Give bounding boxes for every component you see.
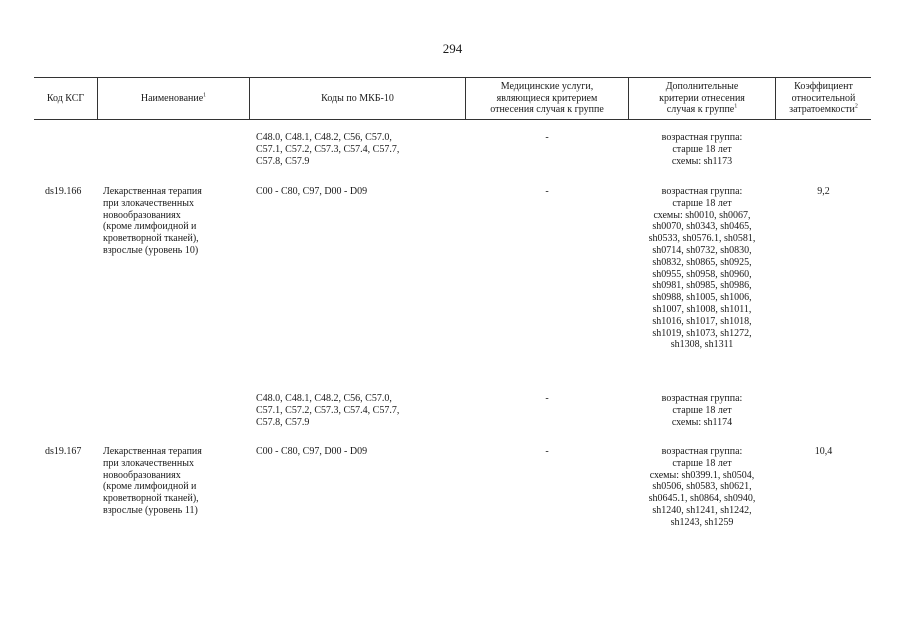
mkb-codes-cell: C00 - C80, C97, D00 - D09 — [256, 446, 368, 457]
table-header-rule — [34, 119, 871, 120]
ksg-code-cell: ds19.166 — [45, 186, 82, 197]
header-mkb: Коды по МКБ-10 — [321, 92, 394, 104]
header-services: Медицинские услуги, являющиеся критерием отнесения случая к группе — [490, 80, 604, 116]
ksg-code-cell: ds19.167 — [45, 446, 82, 457]
coefficient-cell: 10,4 — [814, 446, 833, 457]
services-cell: - — [545, 132, 549, 143]
services-cell: - — [545, 446, 549, 457]
criteria-cell: возрастная группа: старше 18 лет схемы: sh1173 — [661, 132, 743, 167]
coefficient-cell: 9,2 — [817, 186, 830, 197]
name-cell: Лекарственная терапия при злокачественных новообразованиях (кроме лимфоидной и кроветворной тканей), взрослые (уровень 10) — [103, 186, 202, 256]
mkb-codes-cell: C00 - C80, C97, D00 - D09 — [256, 186, 368, 197]
services-cell: - — [545, 186, 549, 197]
header-code: Код КСГ — [46, 92, 85, 104]
header-name: Наименование$^1$ — [140, 92, 207, 104]
mkb-codes-cell: C48.0, C48.1, C48.2, C56, C57.0, C57.1, C57.2, C57.3, C57.4, C57.7, C57.8, C57.9 — [256, 132, 400, 167]
header-coefficient: Коэффициент относительной затратоемкости$^2$ — [789, 80, 858, 116]
header-criteria: Дополнительные критерии отнесения случая к группе$^1$ — [659, 80, 745, 116]
mkb-codes-cell: C48.0, C48.1, C48.2, C56, C57.0, C57.1, C57.2, C57.3, C57.4, C57.7, C57.8, C57.9 — [256, 393, 400, 428]
services-cell: - — [545, 393, 549, 404]
name-cell: Лекарственная терапия при злокачественных новообразованиях (кроме лимфоидной и кроветворной тканей), взрослые (уровень 11) — [103, 446, 202, 516]
criteria-cell: возрастная группа: старше 18 лет схемы: sh0010, sh0067, sh0070, sh0343, sh0465, sh0533, sh0576.1, sh0581, sh0714, sh0732, sh0830, sh0832, sh0865, sh0925, sh0955, sh0958, sh0960, sh0981, sh0985, sh0986, sh0988, sh1005, sh1006, sh1007, sh1008, sh1011, sh1016, sh1017, sh1018, sh1019, sh1073, sh1272, sh1308, sh1311 — [648, 186, 756, 351]
page-number: 294 — [442, 41, 463, 56]
criteria-cell: возрастная группа: старше 18 лет схемы: sh1174 — [661, 393, 743, 428]
criteria-cell: возрастная группа: старше 18 лет схемы: sh0399.1, sh0504, sh0506, sh0583, sh0621, sh0645.1, sh0864, sh0940, sh1240, sh1241, sh1242, sh1243, sh1259 — [648, 446, 756, 528]
